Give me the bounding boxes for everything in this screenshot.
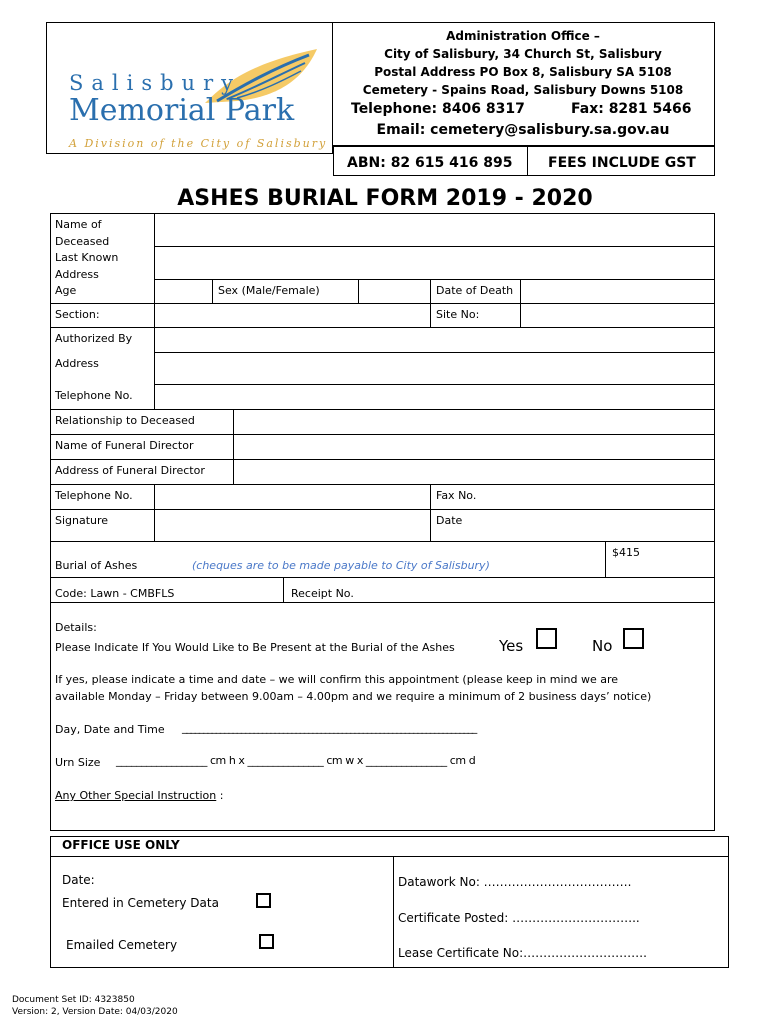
label-signature: Signature <box>55 514 109 527</box>
office-use-lease: Lease Certificate No:…………………………. <box>398 946 647 960</box>
label-fax-no: Fax No. <box>436 489 477 502</box>
other-instruction-text: Any Other Special Instruction <box>55 789 217 802</box>
sex-field[interactable] <box>362 282 430 302</box>
present-question: Please Indicate If You Would Like to Be Present at the Burial of the Ashes <box>55 641 455 654</box>
page-title: ASHES BURIAL FORM 2019 - 2020 <box>177 186 593 211</box>
time-note-1: If yes, please indicate a time and date – we will confirm this appointment (please keep in mind we are <box>55 673 619 686</box>
office-use-date: Date: <box>62 873 95 887</box>
label-receipt-no: Receipt No. <box>291 587 354 600</box>
label-funeral-director: Name of Funeral Director <box>55 439 194 452</box>
fees-text: FEES INCLUDE GST <box>548 155 696 171</box>
office-use-certificate: Certificate Posted: ………………………….. <box>398 911 640 925</box>
office-use-heading: OFFICE USE ONLY <box>62 838 180 852</box>
label-age: Age <box>55 284 77 297</box>
label-telephone-2: Telephone No. <box>55 489 133 502</box>
section-field[interactable] <box>158 306 430 326</box>
label-code: Code: Lawn - CMBFLS <box>55 587 175 600</box>
fees-cell <box>527 146 715 176</box>
office-line4: Cemetery - Spains Road, Salisbury Downs 5108 <box>362 83 684 97</box>
no-label: No <box>592 637 613 655</box>
office-box <box>333 22 715 146</box>
details-label: Details: <box>55 621 97 634</box>
abn-cell <box>333 146 528 176</box>
office-fax: Fax: 8281 5466 <box>571 101 692 117</box>
label-relationship: Relationship to Deceased <box>55 414 195 427</box>
date-of-death-field[interactable] <box>524 282 714 302</box>
label-telephone: Telephone No. <box>55 389 133 402</box>
telephone-2-field[interactable] <box>158 487 430 508</box>
label-date-of-death: Date of Death <box>436 284 514 297</box>
authorized-by-field[interactable] <box>158 330 712 351</box>
office-line1: Administration Office – <box>446 29 600 43</box>
office-telephone: Telephone: 8406 8317 <box>351 101 525 117</box>
age-field[interactable] <box>158 282 212 302</box>
abn-text: ABN: 82 615 416 895 <box>347 155 513 171</box>
day-date-time-field[interactable]: ______________________________________________________________________ <box>182 721 477 734</box>
label-urn-size: Urn Size <box>55 756 101 769</box>
receipt-no-field[interactable] <box>370 580 714 601</box>
address-field[interactable] <box>158 356 712 383</box>
office-use-entered: Entered in Cemetery Data <box>62 896 219 910</box>
yes-checkbox[interactable] <box>536 628 557 649</box>
label-authorized-by: Authorized By <box>55 332 133 345</box>
label-site-no: Site No: <box>436 308 480 321</box>
logo-subtitle: Memorial Park <box>69 93 295 128</box>
logo-name: Salisbury <box>69 71 241 95</box>
site-no-field[interactable] <box>524 306 714 326</box>
name-of-deceased-field[interactable] <box>158 216 712 244</box>
last-known-address-field[interactable] <box>158 250 712 278</box>
office-use-datawork: Datawork No: ………………………………. <box>398 875 632 889</box>
label-last-known-address: Last Known Address <box>55 251 119 281</box>
telephone-field[interactable] <box>158 388 712 408</box>
label-date: Date <box>436 514 463 527</box>
date-field[interactable] <box>472 512 714 540</box>
footer-version: Version: 2, Version Date: 04/03/2020 <box>12 1007 178 1017</box>
emailed-checkbox[interactable] <box>259 934 274 949</box>
other-instruction-field[interactable] <box>58 806 710 830</box>
label-sex: Sex (Male/Female) <box>218 284 320 297</box>
urn-size-field[interactable]: __________________ cm h x _______________ cm w x ________________ cm d <box>116 754 476 767</box>
funeral-director-address-field[interactable] <box>237 462 713 483</box>
footer-doc-id: Document Set ID: 4323850 <box>12 995 135 1005</box>
other-instruction-label <box>55 789 223 802</box>
entered-checkbox[interactable] <box>256 893 271 908</box>
relationship-field[interactable] <box>237 412 713 433</box>
label-burial-of-ashes: Burial of Ashes <box>55 559 138 572</box>
time-note-2: available Monday – Friday between 9.00am – 4.00pm and we require a minimum of 2 business days’ notice) <box>55 690 652 703</box>
funeral-director-field[interactable] <box>237 437 713 458</box>
office-email: Email: cemetery@salisbury.sa.gov.au <box>376 122 670 138</box>
office-line2: City of Salisbury, 34 Church St, Salisbury <box>384 47 662 61</box>
cheques-note: (cheques are to be made payable to City of Salisbury) <box>192 559 490 572</box>
logo-box <box>46 22 333 154</box>
label-name-of-deceased: Name of Deceased <box>55 218 110 248</box>
label-address: Address <box>55 357 99 370</box>
office-line3: Postal Address PO Box 8, Salisbury SA 5108 <box>374 65 672 79</box>
label-day-date-time: Day, Date and Time <box>55 723 165 736</box>
label-funeral-director-address: Address of Funeral Director <box>55 464 205 477</box>
other-instruction-colon: : <box>216 789 224 802</box>
price: $415 <box>612 546 640 559</box>
label-section: Section: <box>55 308 100 321</box>
fax-no-field[interactable] <box>490 487 714 508</box>
logo-tagline: A Division of the City of Salisbury <box>69 137 328 150</box>
signature-field[interactable] <box>158 512 430 540</box>
yes-label: Yes <box>499 637 524 655</box>
no-checkbox[interactable] <box>623 628 644 649</box>
office-use-emailed: Emailed Cemetery <box>66 938 178 952</box>
